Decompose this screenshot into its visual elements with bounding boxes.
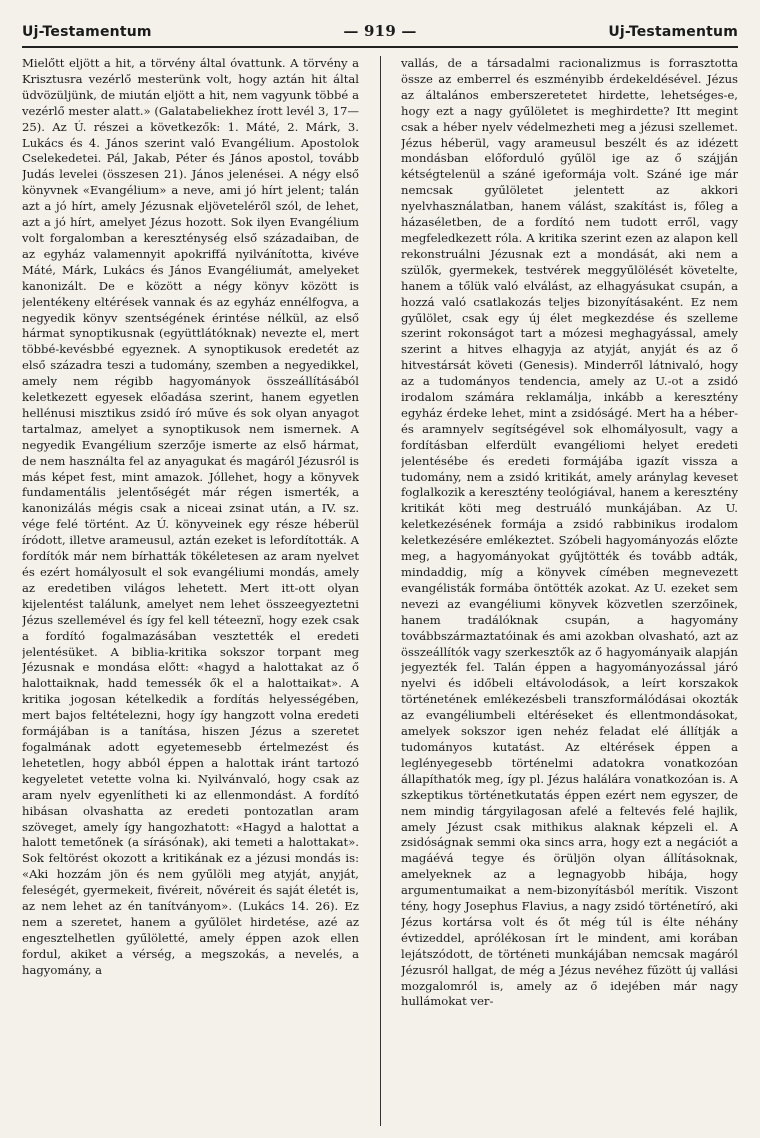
right-column	[401, 56, 738, 1126]
header-rule	[22, 46, 738, 48]
header-left-title: Uj-Testamentum	[22, 24, 152, 40]
page-number: — 919 —	[343, 22, 417, 40]
left-column-text: Mielőtt eljött a hit, a törvény által óvattunk. A törvény a Krisztusra vezérlő mesterünk volt, hogy aztán hit által üdvözüljünk, de miután eljött a hit, nem vagyunk többé a vezérlő mester alatt.» (Galatabeliekhez írott levél 3, 17—25). Az Ú. részei a következők: 1. Máté, 2. Márk, 3. Lukács és 4. János szerint való Evangélium. Apostolok Cselekedetei. Pál, Jakab, Péter és János apostol, tovább Judás levelei (összesen 21). János jelenései. A négy első könyvnek «Evangélium» a neve, ami jó hírt jelent; talán azt a jó hírt, amely Jézusnak eljöveteléről szól, de lehet, azt a jó hírt, amelyet Jézus hozott. Sok ilyen Evangélium volt forgalomban a kereszténység első századaiban, de az egyház valamennyit apokriffá nyilvánította, kivéve Máté, Márk, Lukács és János Evangéliumát, amelyeket kanonizált. De e között a négy könyv között is jelentékeny eltérések vannak és az egyház ennélfogva, a negyedik könyv szentségének érintése nélkül, az első hármat synoptikusnak (együttlátóknak) nevezte el, mert többé-kevésbbé egyeznek. A synoptikusok eredetét az első századra teszi a tudomány, szemben a negyedikkel, amely nem régibb hagyományok összeállításából keletkezett egyesek előadása szerint, hanem egyetlen hellénusi misztikus zsidó író műve és sok olyan anyagot tartalmaz, amelyet a synoptikusok nem ismernek. A negyedik Evangélium szerzője ismerte az első hármat, de nem használta fel az anyagukat és magáról Jézusról is más képet fest, mint amazok. Jóllehet, hogy a könyvek fundamentális jelentőségét már régen ismerték, a kanonizálás mégis csak a niceai zsinat után, a IV. sz. vége felé történt. Az Ú. könyveinek egy része héberül íródott, illetve arameusul, aztán ezeket is lefordították. A fordítók már nem bírhatták tökéletesen az aram nyelvet és ezért homályosult el sok evangéliumi mondás, amely az eredetiben világos lehetett. Mert itt-ott olyan kijelentést találunk, amelyet nem lehet összeegyeztetni Jézus szellemével és így fel kell téteeznï, hogy ezek csak a fordító fogalmazásában vesztették el eredeti jelentésüket. A biblia-kritika sokszor torpant meg Jézusnak e mondása előtt: «hagyd a halottakat az ő halottaiknak, hadd temessék ők el a halottaikat». A kritika jogosan kételkedik a fordítás helyességében, mert bajos feltételezni, hogy így hangzott volna eredeti formájában is a tanítása, hiszen Jézus a szeretet fogalmának adott egyetemesebb értelmezést és lehetetlen, hogy abból éppen a halottak iránt tartozó kegyeletet vetette volna ki. Nyilvánvaló, hogy csak az aram nyelv egyenlítheti ki az ellenmondást. A fordító hibásan olvashatta az eredeti pontozatlan aram szöveget, amely így hangozhatott: «Hagyd a halottat a halott temetőnek (a sírásónak), aki temeti a halottakat». Sok feltörést okozott a kritikának ez a jézusi mondás is: «Aki hozzám jön és nem gyűlöli meg atyját, anyját, feleségét, gyermekeit, fivéreit, nővéreit és saját életét is, az nem lehet az én tanítványom». (Lukács 14. 26). Ez nem a szeretet, hanem a gyűlölet hirdetése, azé az engesztelhetlen gyűlöletté, amely éppen azok ellen fordul, akiket a vérség, a megszokás, a nevelés, a hagyomány, a	[22, 56, 359, 977]
left-column	[22, 56, 359, 1126]
running-header	[22, 22, 738, 44]
header-right-title: Uj-Testamentum	[608, 24, 738, 40]
right-column-text: vallás, de a társadalmi racionalizmus is forrasztotta össze az emberrel és eszményibb érdekeldésével. Jézus az általános emberszeretetet hirdette, lehetséges-e, hogy ezt a nagy gyűlöletet is meghirdette? Itt megint csak a héber nyelv védelmezheti meg a jézusi szellemet. Jézus héberül, vagy arameusul beszélt és az idézett mondásban előforduló gyűlöl ige az ő szájján kétségtelenül a száné igeformája volt. Száné ige már nemcsak gyűlöletet jelentett az akkori nyelvhasználatban, hanem válást, szakítást is, főleg a házaséletben, de a fordító nem tudott erről, vagy megfeledkezett róla. A kritika szerint ezen az alapon kell rekonstruálni Jézusnak ezt a mondását, aki nem a szülők, gyermekek, testvérek meggyűlölését követelte, hanem a tőlük való elválást, az elhagyásukat csupán, a hozzá való csatlakozás teljes bizonyításaként. Ez nem gyűlölet, csak egy új élet megkezdése és szelleme szerint rokonságot tart a mózesi meghagyással, amely szerint a hitves elhagyja az atyját, anyját és az ő hitvestársát követi (Genesis). Minderről látnivaló, hogy az a tudományos tendencia, amely az U.-ot a zsidó irodalom számára reklamálja, inkább a keresztény egyház érdeke lehet, mint a zsidóságé. Mert ha a héber- és aramnyelv segítségével sok elhomályosult, vagy a fordításban elferdült evangéliomi helyet eredeti jelentésébe és eredeti formájába igazít vissza a tudomány, nem a zsidó kritikát, amely aránylag keveset foglalkozik a keresztény teológiával, hanem a keresztény kritikát köti meg destruáló munkájában. Az U. keletkezésének formája a zsidó rabbinikus irodalom keletkezésére emlékeztet. Szóbeli hagyományozás előzte meg, a hagyományokat gyűjtötték és tovább adták, mindaddig, míg a könyvek címében megnevezett evangélisták formába öntötték azokat. Az U. ezeket sem nevezi az evangéliumi könyvek közvetlen szerzőinek, hanem tradálóknak csupán, a hagyomány továbbszármaztatóinak és ami azokban olvasható, azt az összeállítók vagy szerkesztők az ő hagyományaik alapján jegyezték fel. Talán éppen a hagyományozással járó nyelvi és időbeli eltávolodások, a leírt korszakok történetének emlékezésbeli transzformálódásai okozták az evangéliumbeli eltéréseket és ellentmondásokat, amelyek sokszor igen nehéz feladat elé állítják a tudományos kutatást. Az eltérések éppen a leglényegesebb történelmi adatokra vonatkozóan állapíthatók meg, így pl. Jézus halálára vonatkozóan is. A szkeptikus történetkutatás éppen ezért nem egyszer, de nem mindig tárgyilagosan afelé a feltevés felé hajlik, amely Jézust csak mithikus alaknak képzeli el. A zsidóságnak semmi oka sincs arra, hogy ezt a negációt a magáévá tegye és örüljön olyan állításoknak, amelyeknek az a legnagyobb hibája, hogy argumentumaikat a nem-bizonyításból merítik. Viszont tény, hogy Josephus Flavius, a nagy zsidó történetíró, aki Jézus kortársa volt és őt még túl is élte néhány évtizeddel, aprólékosan írt le mindent, ami korában lejátszódott, de történeti munkájában nemcsak magáról Jézusról hallgat, de még a Jézus nevéhez fűzött új vallási mozgalomról is, amely az ő idejében már nagy hullámokat ver-	[401, 56, 738, 1009]
column-divider	[380, 56, 381, 1126]
